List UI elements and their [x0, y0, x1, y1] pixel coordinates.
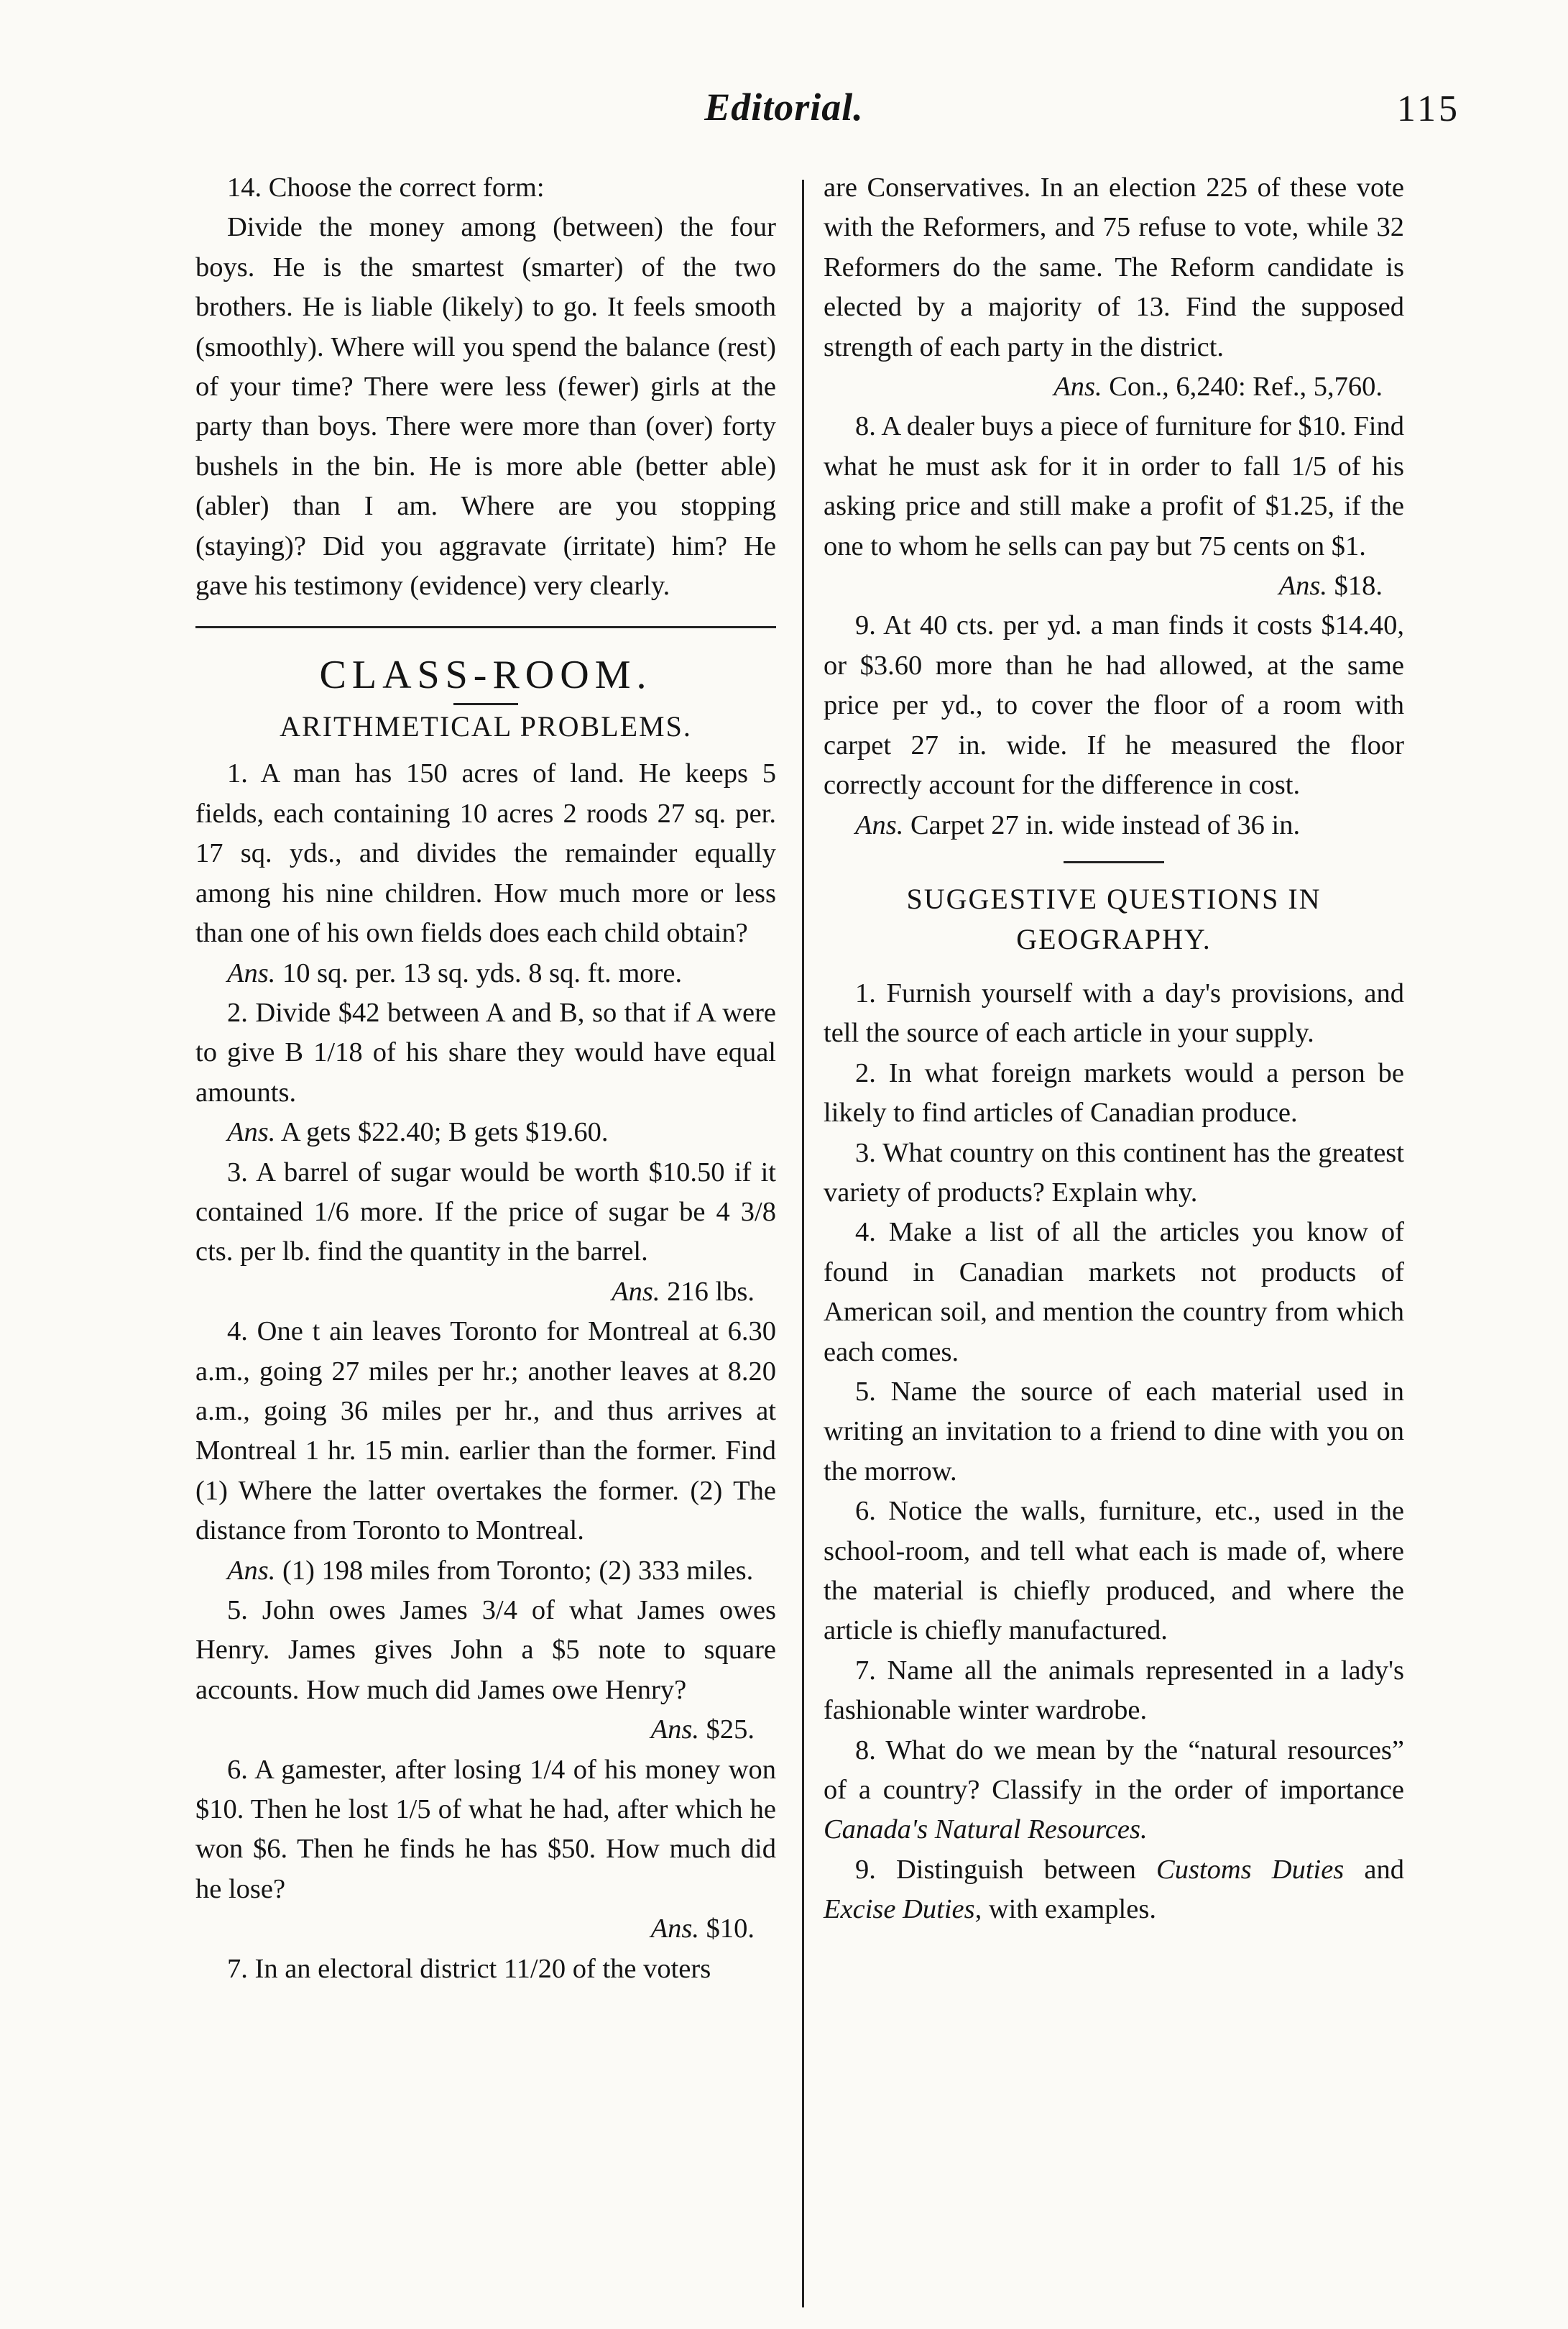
column-divider — [802, 180, 804, 2307]
answer-text: Carpet 27 in. wide instead of 36 in. — [903, 809, 1301, 840]
problem-9: 9. At 40 cts. per yd. a man finds it costs $14.40, or $3.60 more than he had allowed, at the same price per yd., to cover the floor of a room with carpet 27 in. wide. If he measured the floor correctly account for the difference in cost. — [824, 610, 1404, 801]
answer-label: Ans. — [855, 809, 904, 840]
running-head — [0, 85, 1568, 142]
section-short-rule — [453, 703, 518, 705]
answer-text: (1) 198 miles from Toronto; (2) 333 miles. — [275, 1555, 754, 1586]
problem-5: 5. John owes James 3/4 of what James owes Henry. James gives John a $5 note to square accounts. How much did James owe Henry? — [195, 1595, 776, 1705]
problem-1: 1. A man has 150 acres of land. He keeps 5 fields, each containing 10 acres 2 roods 27 sq. per. 17 sq. yds., and divides the remainder equally among his nine children. How much more or less than one of his own fields does each child obtain? — [195, 758, 776, 949]
answer-text: A gets $22.40; B gets $19.60. — [275, 1117, 609, 1148]
problem-7-continued: are Conservatives. In an election 225 of these vote with the Reformers, and 75 refuse to vote, while 32 Reformers do the same. The Reform candidate is elected by a majority of 13. Find the supposed strength of each party in the district. — [824, 173, 1404, 362]
answer-label: Ans. — [1278, 571, 1327, 602]
question-text: 9. Distinguish between — [855, 1854, 1157, 1885]
problem-1-answer — [195, 954, 776, 993]
problem-6: 6. A gamester, after losing 1/4 of his money won $10. Then he lost 1/5 of what he had, after which he won $6. Then he finds he has $50. How much did he lose? — [195, 1754, 776, 1904]
question-emphasis: Customs Duties — [1156, 1854, 1345, 1885]
problem-2: 2. Divide $42 between A and B, so that if A were to give B 1/18 of his share they would have equal amounts. — [195, 997, 776, 1108]
geography-question-6: 6. Notice the walls, furniture, etc., used in the school-room, and tell what each is made of, where the material is chiefly produced, and where the article is chiefly manufactured. — [824, 1496, 1404, 1646]
answer-text: $18. — [1327, 571, 1383, 602]
geography-rule — [1064, 861, 1164, 863]
answer-label: Ans. — [650, 1914, 699, 1944]
geography-question-3: 3. What country on this continent has the greatest variety of products? Explain why. — [824, 1137, 1404, 1208]
right-column — [824, 168, 1404, 1930]
geography-question-9 — [824, 1850, 1404, 1930]
answer-label: Ans. — [1053, 372, 1102, 403]
question-text: with examples. — [982, 1894, 1156, 1925]
problem-6-answer — [195, 1909, 776, 1949]
problem-4: 4. One t ain leaves Toronto for Montreal at 6.30 a.m., going 27 miles per hr.; another leaves at 8.20 a.m., going 36 miles per hr., and thus arrives at Montreal 1 hr. 15 min. earlier than the former. Find (1) Where the latter overtakes the former. (2) The distance from Toronto to Montreal. — [195, 1316, 776, 1546]
problem-7-start: 7. In an electoral district 11/20 of the voters — [227, 1953, 711, 1984]
problem-8: 8. A dealer buys a piece of furniture for $10. Find what he must ask for it in order to fall 1/5 of his asking price and still make a profit of $1.25, if the one to whom he sells can pay but 75 cents on $1. — [824, 411, 1404, 561]
question-text: 8. What do we mean by the “natural resources” of a country? Classify in the order of importance — [824, 1735, 1404, 1806]
problem-3: 3. A barrel of sugar would be worth $10.50 if it contained 1/6 more. If the price of sugar be 4 3/8 cts. per lb. find the quantity in the barrel. — [195, 1157, 776, 1267]
answer-text: $25. — [699, 1714, 755, 1745]
problem-5-answer — [195, 1710, 776, 1750]
problem-8-answer — [824, 566, 1404, 606]
answer-label: Ans. — [227, 957, 276, 988]
geography-question-4: 4. Make a list of all the articles you know of found in Canadian markets not products of American soil, and mention the country from which each comes. — [824, 1217, 1404, 1367]
answer-label: Ans. — [612, 1276, 660, 1307]
answer-text: 10 sq. per. 13 sq. yds. 8 sq. ft. more. — [275, 957, 683, 988]
answer-label: Ans. — [650, 1714, 699, 1745]
problem-3-answer — [195, 1272, 776, 1312]
answer-text: Con., 6,240: Ref., 5,760. — [1102, 372, 1383, 403]
question-14-heading: 14. Choose the correct form: — [227, 173, 545, 203]
section-rule — [195, 626, 776, 628]
geography-question-2: 2. In what foreign markets would a person be likely to find articles of Canadian produce. — [824, 1057, 1404, 1129]
problem-2-answer — [195, 1113, 776, 1152]
geography-question-8 — [824, 1731, 1404, 1850]
question-14-body: Divide the money among (between) the four boys. He is the smartest (smarter) of the two brothers. He is liable (likely) to go. It feels smooth (smoothly). Where will you spend the balance (rest) of your time? There were less (fewer) girls at the party than boys. There were more than (over) forty bushels in the bin. He is more able (better able) (abler) than I am. Where are you stopping (staying)? Did you aggravate (irritate) him? He gave his testimony (evidence) very clearly. — [195, 212, 776, 602]
answer-text: $10. — [699, 1914, 755, 1944]
running-head-title: Editorial. — [704, 86, 864, 129]
problem-7-answer — [824, 367, 1404, 407]
geography-title-line-2: GEOGRAPHY. — [1016, 922, 1212, 955]
question-emphasis: Excise Duties, — [824, 1894, 982, 1925]
geography-question-1: 1. Furnish yourself with a day's provisions, and tell the source of each article in your supply. — [824, 978, 1404, 1049]
geography-question-5: 5. Name the source of each material used in writing an invitation to a friend to dine with you on the morrow. — [824, 1376, 1404, 1487]
left-column — [195, 168, 776, 1989]
question-text: and — [1344, 1854, 1404, 1885]
geography-question-7: 7. Name all the animals represented in a lady's fashionable winter wardrobe. — [824, 1655, 1404, 1726]
subsection-title: ARITHMETICAL PROBLEMS. — [280, 710, 692, 743]
geography-title-line-1: SUGGESTIVE QUESTIONS IN — [906, 882, 1322, 915]
answer-label: Ans. — [227, 1555, 276, 1586]
answer-label: Ans. — [227, 1117, 276, 1148]
page-number: 115 — [1396, 88, 1460, 129]
question-emphasis: Canada's Natural Resources. — [824, 1814, 1148, 1845]
problem-9-answer — [824, 806, 1404, 845]
answer-text: 216 lbs. — [660, 1276, 755, 1307]
section-title: CLASS-ROOM. — [319, 653, 652, 698]
problem-4-answer — [195, 1551, 776, 1591]
